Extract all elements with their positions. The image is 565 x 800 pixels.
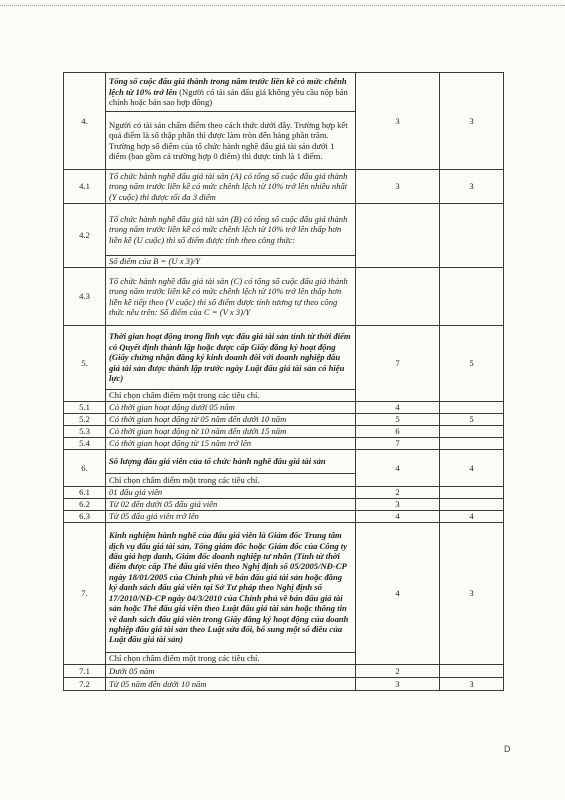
criterion-number: 4.2 [64,204,106,268]
awarded-score: 3 [440,73,504,170]
max-score: 2 [356,665,440,678]
criterion-number: 4.1 [64,170,106,204]
criterion-title: Kinh nghiệm hành nghề của đấu giá viên là Giám đốc Trung tâm dịch vụ đấu giá tài sản, Tổng giám đốc hoặc Giám đốc của Công ty đấu giá hợp danh, Giám đốc doanh nghiệp tư nhân (Tính từ thời điểm được cấp Thẻ đấu giá viên theo Nghị định số 05/2005/NĐ-CP ngày 18/01/2005 của Chính phủ về bán đấu giá tài sản hoặc đăng ký danh sách đấu giá viên tại Sở Tư pháp theo Nghị định số 17/2010/NĐ-CP ngày 04/3/2010 của Chính phủ về bán đấu giá tài sản hoặc Thẻ đấu giá viên theo Luật đấu giá tài sản hoặc thông tin về danh sách đấu giá viên trong Giấy đăng ký hoạt động của doanh nghiệp đấu giá tài sản theo Luật sửa đổi, bổ sung một số điều của Luật đấu giá tài sản) [106,523,356,653]
criterion-text: Từ 05 năm đến dưới 10 năm [106,678,356,691]
page-corner-mark: D [504,744,511,754]
max-score: 6 [356,426,440,438]
max-score: 4 [356,523,440,665]
awarded-score: 5 [440,414,504,426]
criterion-number: 5.1 [64,402,106,414]
table-row [64,426,504,438]
criterion-text: 01 đấu giá viên [106,487,356,499]
criterion-number: 4.3 [64,268,106,326]
awarded-score: 3 [440,678,504,691]
table-row [64,170,504,204]
table-row [64,268,504,326]
awarded-score [440,268,504,326]
awarded-score [440,204,504,268]
max-score: 3 [356,73,440,170]
criterion-text: Có thời gian hoạt động từ 05 năm đến dưới 10 năm [106,414,356,426]
criterion-description: Người có tài sản chấm điểm theo cách thức dưới đây. Trường hợp kết quả điểm là số thập phân thì được làm tròn đến hàng phần trăm. Trường hợp số điểm của tổ chức hành nghề đấu giá tài sản dưới 1 điểm (bao gồm cả trường hợp 0 điểm) thì được tính là 1 điểm. [106,112,356,170]
criterion-number: 6.3 [64,511,106,523]
criterion-title: Thời gian hoạt động trong lĩnh vực đấu giá tài sản tính từ thời điểm có Quyết định thành lập hoặc được cấp Giấy đăng ký hoạt động (Giấy chứng nhận đăng ký kinh doanh đối với doanh nghiệp đấu giá tài sản được thành lập trước ngày Luật đấu giá tài sản có hiệu lực) [106,326,356,390]
criterion-text: Tổ chức hành nghề đấu giá tài sản (C) có tổng số cuộc đấu giá thành trong năm trước liền kề có mức chênh lệch từ 10% trở lên thấp hơn liền kề tiếp theo (V cuộc) thì số điểm được tính tương tự theo công thức nêu trên: Số điểm của C = (V x 3)/Y [106,268,356,326]
criterion-number: 6. [64,450,106,487]
awarded-score [440,402,504,414]
awarded-score [440,665,504,678]
criterion-text: Từ 05 đấu giá viên trở lên [106,511,356,523]
scoring-criteria-table [63,72,504,691]
table-row [64,523,504,653]
max-score [356,268,440,326]
max-score: 4 [356,450,440,487]
max-score: 7 [356,326,440,402]
max-score [356,204,440,268]
max-score: 5 [356,414,440,426]
awarded-score: 4 [440,511,504,523]
score-formula: Số điểm của B = (U x 3)/Y [106,256,356,268]
criterion-text: Tổ chức hành nghề đấu giá tài sản (A) có tổng số cuộc đấu giá thành trong năm trước liền kề có mức chênh lệch từ 10% trở lên nhiều nhất (Y cuộc) thì được tối đa 3 điểm [106,170,356,204]
table-row [64,450,504,474]
table-row [64,73,504,112]
criterion-text: Có thời gian hoạt động dưới 05 năm [106,402,356,414]
awarded-score: 4 [440,450,504,487]
criterion-number: 7. [64,523,106,665]
criterion-title: Tổng số cuộc đấu giá thành trong năm trước liền kề có mức chênh lệch từ 10% trở lên (Người có tài sản đấu giá không yêu cầu nộp bản chính hoặc bản sao hợp đồng) [106,73,356,112]
max-score: 4 [356,402,440,414]
table-row [64,438,504,450]
table-row [64,414,504,426]
criterion-number: 6.1 [64,487,106,499]
table-row [64,665,504,678]
max-score: 3 [356,170,440,204]
max-score: 2 [356,487,440,499]
criterion-note: Chỉ chọn chấm điểm một trong các tiêu chí. [106,390,356,402]
criterion-number: 7.2 [64,678,106,691]
table-row [64,204,504,256]
criterion-text: Tổ chức hành nghề đấu giá tài sản (B) có tổng số cuộc đấu giá thành trong năm trước liền kề có mức chênh lệch từ 10% trở lên thấp hơn liền kề (U cuộc) thì số điểm được tính theo công thức: [106,204,356,256]
criterion-title: Số lượng đấu giá viên của tổ chức hành nghề đấu giá tài sản [106,450,356,474]
criterion-number: 5. [64,326,106,402]
awarded-score [440,426,504,438]
awarded-score: 5 [440,326,504,402]
criterion-note: Chỉ chọn chấm điểm một trong các tiêu chí. [106,474,356,487]
table-row [64,499,504,511]
table-row [64,511,504,523]
criterion-number: 6.2 [64,499,106,511]
table-row [64,402,504,414]
criterion-number: 7.1 [64,665,106,678]
awarded-score [440,499,504,511]
max-score: 7 [356,438,440,450]
max-score: 3 [356,499,440,511]
criterion-number: 5.4 [64,438,106,450]
awarded-score [440,487,504,499]
page-top-edge [0,5,565,6]
max-score: 3 [356,678,440,691]
table-row [64,487,504,499]
table-row [64,326,504,390]
criterion-text: Có thời gian hoạt động từ 10 năm đến dưới 15 năm [106,426,356,438]
table-row [64,678,504,691]
awarded-score [440,438,504,450]
criterion-number: 5.2 [64,414,106,426]
criterion-note: Chỉ chọn chấm điểm một trong các tiêu chí. [106,653,356,665]
criterion-number: 4. [64,73,106,170]
awarded-score: 3 [440,523,504,665]
awarded-score: 3 [440,170,504,204]
max-score: 4 [356,511,440,523]
criterion-number: 5.3 [64,426,106,438]
criterion-text: Dưới 05 năm [106,665,356,678]
criterion-text: Từ 02 đến dưới 05 đấu giá viên [106,499,356,511]
criterion-text: Có thời gian hoạt động từ 15 năm trở lên [106,438,356,450]
